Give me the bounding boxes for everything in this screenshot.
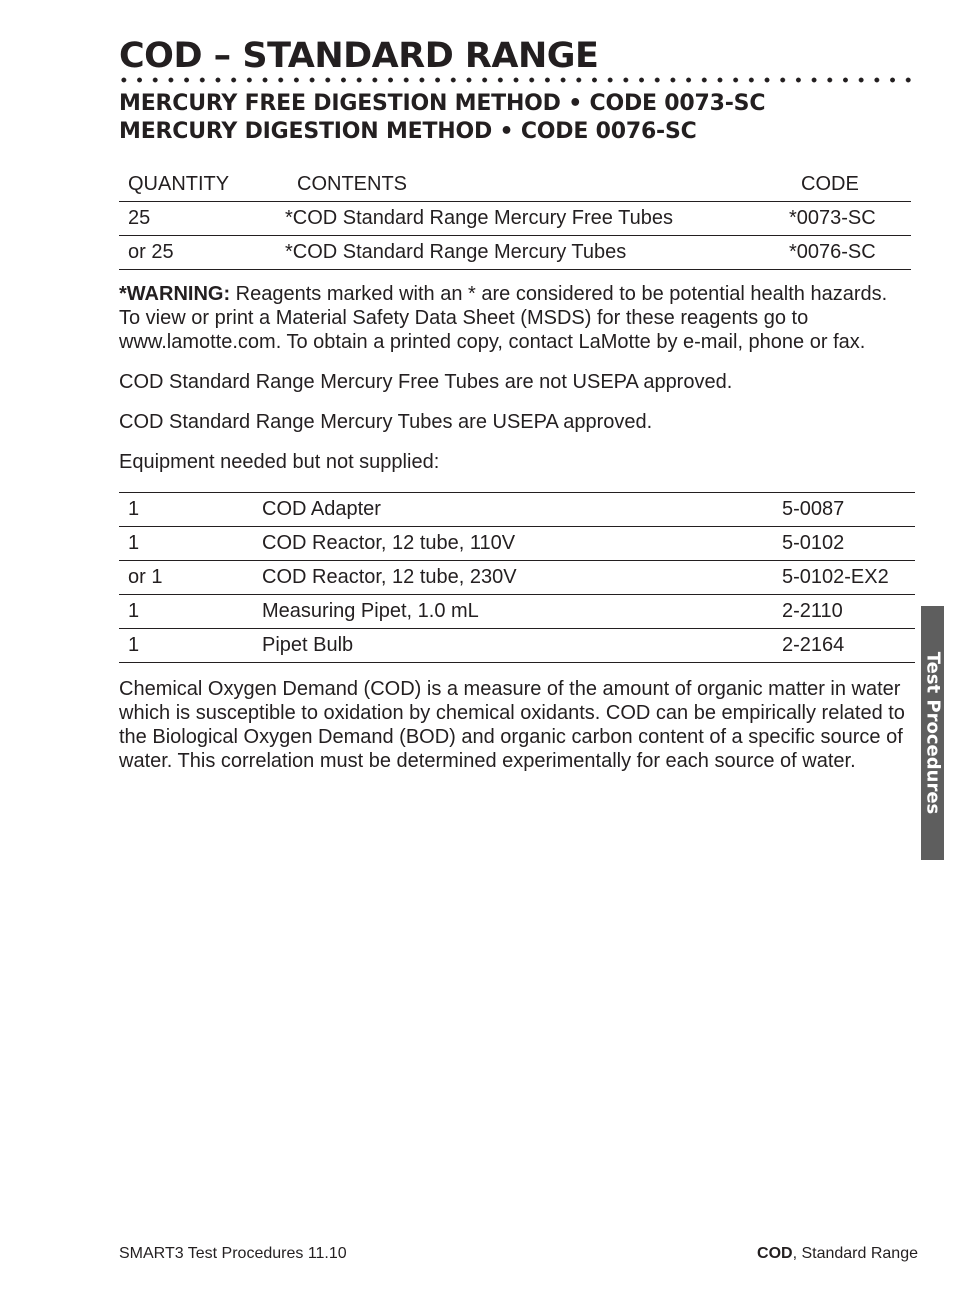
- equipment-quantity: 1: [128, 600, 140, 622]
- equipment-quantity: 1: [128, 532, 140, 554]
- dotted-rule: [119, 76, 911, 84]
- equipment-item: COD Reactor, 12 tube, 110V: [262, 532, 516, 554]
- subtitle-mercury: MERCURY DIGESTION METHOD • CODE 0076-SC: [119, 119, 697, 144]
- equipment-quantity: or 1: [128, 566, 163, 588]
- table-row: [119, 629, 915, 663]
- contents-table-header: [119, 172, 911, 202]
- page-title: COD – STANDARD RANGE: [119, 36, 599, 76]
- section-side-tab: [921, 606, 944, 860]
- row-code: *0073-SC: [789, 207, 876, 229]
- warning-label: *WARNING:: [119, 283, 231, 305]
- footer-left: SMART3 Test Procedures 11.10: [119, 1245, 347, 1262]
- footer-right-text: , Standard Range: [792, 1245, 918, 1262]
- header-quantity: QUANTITY: [128, 172, 230, 195]
- table-row: [119, 236, 911, 270]
- equipment-quantity: 1: [128, 634, 140, 656]
- equipment-code: 2-2110: [782, 600, 843, 622]
- page-content: [119, 36, 911, 773]
- note-equipment: Equipment needed but not supplied:: [119, 451, 440, 473]
- table-row: [119, 595, 915, 629]
- equipment-table: [119, 492, 915, 663]
- header-code: CODE: [801, 172, 859, 195]
- header-contents: CONTENTS: [297, 172, 407, 195]
- warning-text: Reagents marked with an * are considered to be potential health hazards. To view or print a Material Safety Data Sheet (MSDS) for these reagents go to www.lamotte.com. To obtain a printed copy, contact LaMotte by e-mail, phone or fax.: [119, 283, 888, 353]
- equipment-item: Pipet Bulb: [262, 634, 354, 656]
- row-code: *0076-SC: [789, 241, 876, 263]
- row-quantity: 25: [128, 207, 151, 229]
- equipment-code: 5-0102-EX2: [782, 566, 889, 588]
- warning-paragraph: [119, 282, 911, 354]
- equipment-code: 5-0087: [782, 498, 845, 520]
- table-row: [119, 527, 915, 561]
- equipment-item: COD Adapter: [262, 498, 381, 520]
- table-row: [119, 493, 915, 527]
- table-row: [119, 202, 911, 236]
- footer-right: [757, 1245, 918, 1263]
- side-tab-label: Test Procedures: [922, 651, 943, 815]
- row-quantity: or 25: [128, 241, 174, 263]
- description-paragraph: Chemical Oxygen Demand (COD) is a measure of the amount of organic matter in water which is susceptible to oxidation by chemical oxidants. COD can be empirically related to the Biological Oxygen Demand (BOD) and organic carbon content of a specific source of water. This correlation must be determined experimentally for each source of water.: [119, 678, 905, 772]
- subtitle-mercury-free: MERCURY FREE DIGESTION METHOD • CODE 0073-SC: [119, 91, 766, 116]
- equipment-item: Measuring Pipet, 1.0 mL: [262, 600, 479, 622]
- equipment-quantity: 1: [128, 498, 140, 520]
- equipment-code: 5-0102: [782, 532, 845, 554]
- note-approved: COD Standard Range Mercury Tubes are USEPA approved.: [119, 411, 653, 433]
- equipment-code: 2-2164: [782, 634, 845, 656]
- contents-table: [119, 172, 911, 270]
- row-contents: *COD Standard Range Mercury Free Tubes: [285, 207, 673, 229]
- note-not-approved: COD Standard Range Mercury Free Tubes are not USEPA approved.: [119, 371, 733, 393]
- row-contents: *COD Standard Range Mercury Tubes: [285, 241, 627, 263]
- footer-right-bold: COD: [757, 1245, 793, 1262]
- equipment-item: COD Reactor, 12 tube, 230V: [262, 566, 517, 588]
- table-row: [119, 561, 915, 595]
